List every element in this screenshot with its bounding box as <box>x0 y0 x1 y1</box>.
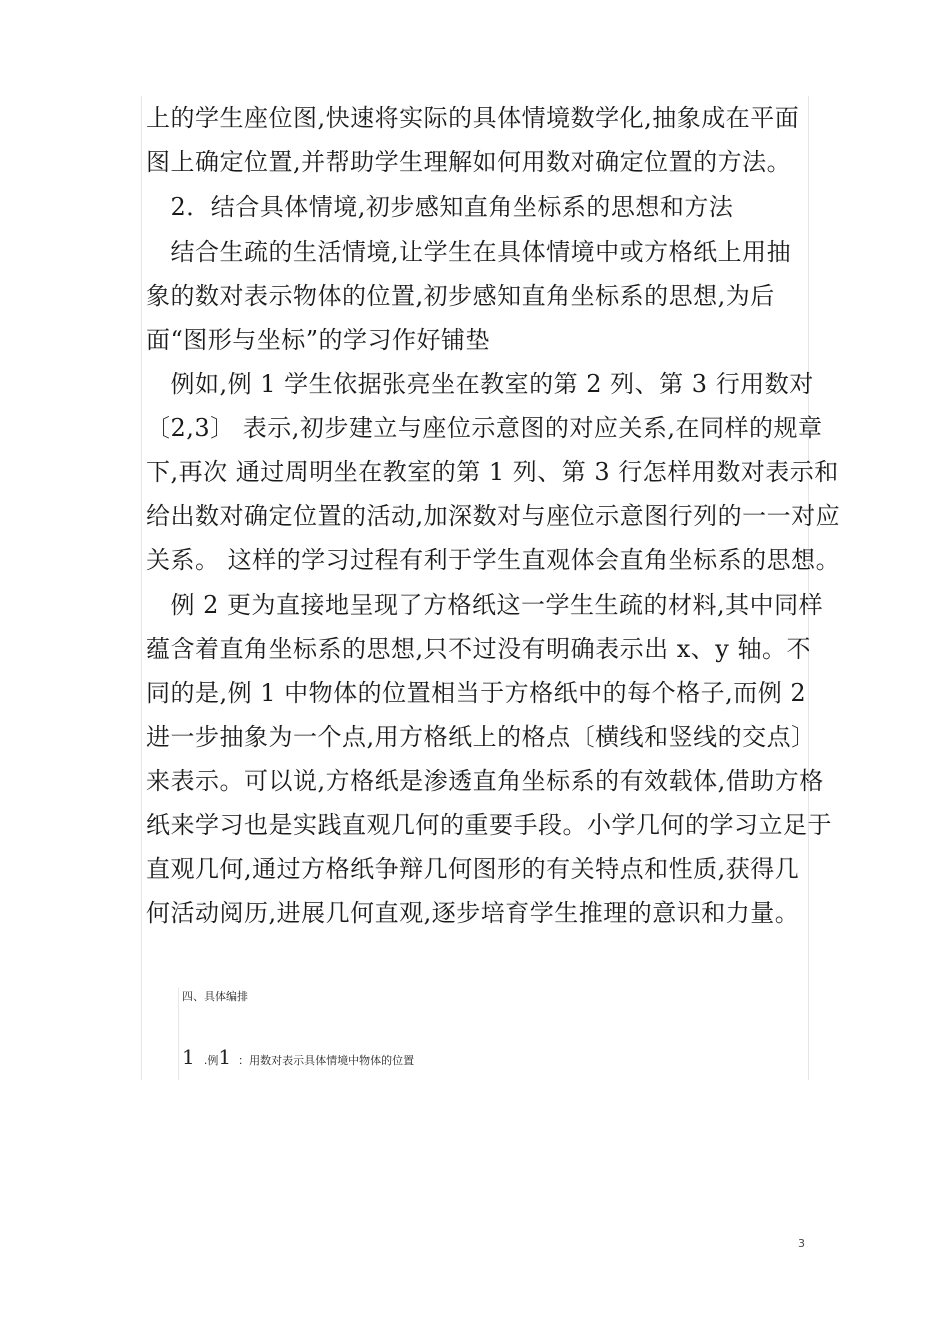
paragraph-line: 2．结合具体情境,初步感知直角坐标系的思想和方法 <box>146 193 734 221</box>
paragraph-line: 例如,例 1 学生依据张亮坐在教室的第 2 列、第 3 行用数对 <box>146 370 814 398</box>
paragraph-line: 面“图形与坐标”的学习作好铺垫 <box>146 326 491 354</box>
example-line <box>182 1044 414 1074</box>
example-number: 1 <box>182 1045 195 1069</box>
frame-line-inner <box>178 988 179 1080</box>
paragraph-line: 〔2,3〕 表示,初步建立与座位示意图的对应关系,在同样的规章 <box>146 414 823 442</box>
paragraph-line: 上的学生座位图,快速将实际的具体情境数学化,抽象成在平面 <box>146 104 800 132</box>
paragraph-line: 关系。 这样的学习过程有利于学生直观体会直角坐标系的思想。 <box>146 546 841 574</box>
paragraph-line: 直观几何,通过方格纸争辩几何图形的有关特点和性质,获得几 <box>146 855 800 883</box>
frame-line-left <box>141 96 142 1080</box>
example-text: ：用数对表示具体情境中物体的位置 <box>238 1054 415 1067</box>
example-prefix: .例 <box>203 1054 219 1067</box>
section-heading: 四、具体编排 <box>182 990 248 1003</box>
paragraph-line: 图上确定位置,并帮助学生理解如何用数对确定位置的方法。 <box>146 148 792 176</box>
paragraph-line: 来表示。可以说,方格纸是渗透直角坐标系的有效载体,借助方格 <box>146 767 824 795</box>
paragraph-line: 何活动阅历,进展几何直观,逐步培育学生推理的意识和力量。 <box>146 899 800 927</box>
paragraph-line: 下,再次 通过周明坐在教室的第 1 列、第 3 行怎样用数对表示和 <box>146 458 839 486</box>
frame-line-right <box>808 96 809 1080</box>
paragraph-line: 结合生疏的生活情境,让学生在具体情境中或方格纸上用抽 <box>146 238 792 266</box>
paragraph-line: 同的是,例 1 中物体的位置相当于方格纸中的每个格子,而例 2 <box>146 679 807 707</box>
paragraph-line: 蕴含着直角坐标系的思想,只不过没有明确表示出 x、y 轴。不 <box>146 635 811 663</box>
page-number: 3 <box>798 1237 805 1250</box>
example-number-2: 1 <box>218 1045 232 1069</box>
paragraph-line: 例 2 更为直接地呈现了方格纸这一学生生疏的材料,其中同样 <box>146 591 824 619</box>
paragraph-line: 进一步抽象为一个点,用方格纸上的格点〔横线和竖线的交点〕 <box>146 723 816 751</box>
paragraph-line: 给出数对确定位置的活动,加深数对与座位示意图行列的一一对应 <box>146 502 841 530</box>
paragraph-line: 纸来学习也是实践直观几何的重要手段。小学几何的学习立足于 <box>146 811 832 839</box>
paragraph-line: 象的数对表示物体的位置,初步感知直角坐标系的思想,为后 <box>146 282 775 310</box>
